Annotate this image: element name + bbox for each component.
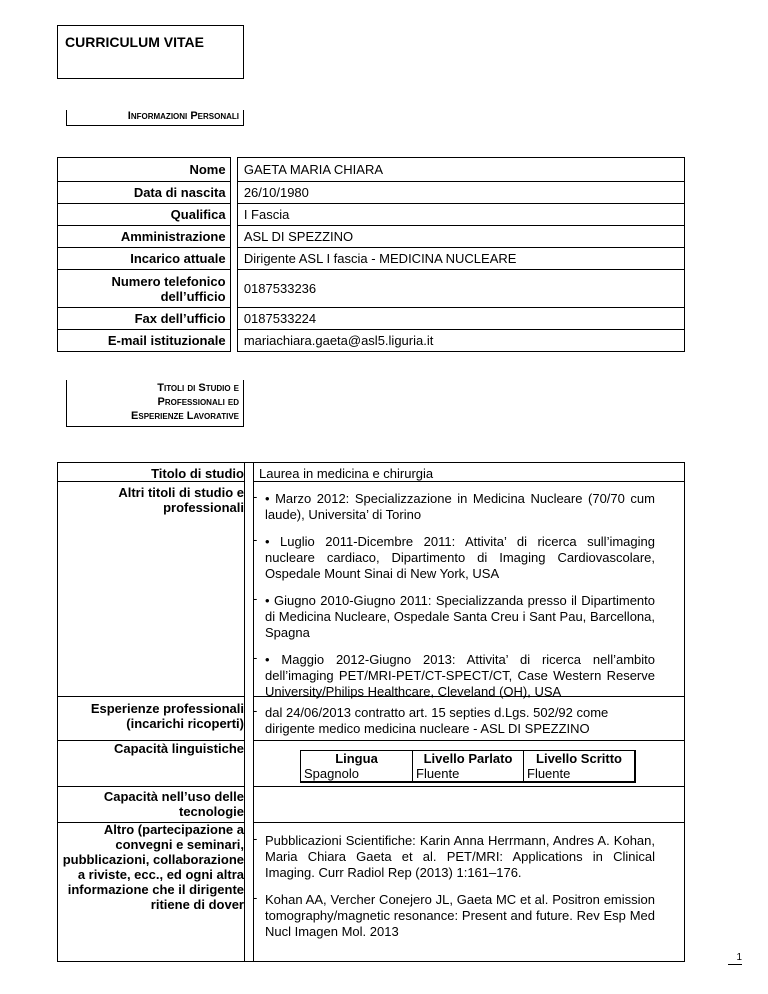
table-row bbox=[58, 308, 685, 330]
table-row bbox=[58, 226, 685, 248]
value-incarico: Dirigente ASL I fascia - MEDICINA NUCLEARE bbox=[237, 248, 684, 270]
label-altro: Altro (partecipazione a convegni e seminari, pubblicazioni, collaborazione a riviste, ecc., ed ogni altra informazione che il dirigente ritiene di dover bbox=[62, 822, 244, 912]
table-row bbox=[58, 248, 685, 270]
table-row bbox=[58, 330, 685, 352]
value-qualifica: I Fascia bbox=[237, 204, 684, 226]
label-qualifica: Qualifica bbox=[58, 204, 231, 226]
section-header-personal: Informazioni Personali bbox=[66, 110, 244, 126]
col-header-scritto: Livello Scritto bbox=[536, 751, 622, 766]
label-titolo-studio: Titolo di studio bbox=[151, 466, 244, 481]
list-item: - • Maggio 2012-Giugno 2013: Attivita’ di ricerca nell’ambito dell’imaging PET/MRI-PET/CT-SPECT/CT, Case Western Reserve University/Philips Healthcare, Cleveland (OH), USA bbox=[253, 650, 655, 699]
label-esperienze: Esperienze professionali (incarichi ricoperti) bbox=[90, 701, 244, 731]
value-nome: GAETA MARIA CHIARA bbox=[237, 158, 684, 182]
list-item: - Kohan AA, Vercher Conejero JL, Gaeta MC et al. Positron emission tomography/magnetic resonance: Present and future. Rev Esp Med Nucl Imagen Mol. 2013 bbox=[253, 890, 655, 939]
label-data-nascita: Data di nascita bbox=[58, 182, 231, 204]
value-data-nascita: 26/10/1980 bbox=[237, 182, 684, 204]
value-amministrazione: ASL DI SPEZZINO bbox=[237, 226, 684, 248]
label-nome: Nome bbox=[58, 158, 231, 182]
table-row bbox=[301, 751, 636, 767]
page-number: 1 bbox=[736, 952, 742, 963]
list-item: - • Marzo 2012: Specializzazione in Medicina Nucleare (70/70 cum laude), Universita’ di Torino bbox=[253, 489, 655, 522]
cell-lingua: Spagnolo bbox=[301, 766, 413, 782]
personal-info-table bbox=[57, 157, 685, 352]
table-row bbox=[301, 766, 636, 782]
label-lingue: Capacità linguistiche bbox=[113, 741, 244, 756]
value-fax: 0187533224 bbox=[237, 308, 684, 330]
label-fax: Fax dell’ufficio bbox=[58, 308, 231, 330]
section-header-titles: Titoli di Studio e Professionali ed Esperienze Lavorative bbox=[66, 380, 244, 427]
list-item: - • Giugno 2010-Giugno 2011: Specializzanda presso il Dipartimento di Medicina Nucleare, Ospedale Santa Creu i Sant Pau, Barcellona, Spagna bbox=[253, 591, 655, 640]
cell-scritto: Fluente bbox=[527, 766, 571, 781]
label-email: E-mail istituzionale bbox=[58, 330, 231, 352]
cell-parlato: Fluente bbox=[413, 766, 524, 782]
label-amministrazione: Amministrazione bbox=[58, 226, 231, 248]
list-item: - • Luglio 2011-Dicembre 2011: Attivita’ di ricerca sull’imaging nucleare cardiaco, Dipartimento di Imaging Cardiovascolare, Ospedale Mount Sinai di New York, USA bbox=[253, 532, 655, 581]
table-row bbox=[58, 204, 685, 226]
col-header-parlato: Livello Parlato bbox=[413, 751, 524, 767]
label-altri-titoli: Altri titoli di studio e professionali bbox=[118, 485, 244, 515]
value-titolo-studio: Laurea in medicina e chirurgia bbox=[259, 466, 434, 481]
table-row bbox=[58, 158, 685, 182]
value-email: mariachiara.gaeta@asl5.liguria.it bbox=[237, 330, 684, 352]
col-header-lingua: Lingua bbox=[301, 751, 413, 767]
cv-title-box bbox=[57, 25, 244, 79]
label-telefono: Numero telefonico dell’ufficio bbox=[58, 270, 231, 308]
table-row bbox=[58, 182, 685, 204]
list-item: - Pubblicazioni Scientifiche: Karin Anna Herrmann, Andres A. Kohan, Maria Chiara Gaeta et al. PET/MRI: Applications in Clinical Imaging. Curr Radiol Rep (2013) 1:161–176. bbox=[253, 831, 655, 880]
table-row bbox=[58, 270, 685, 308]
list-item: - dal 24/06/2013 contratto art. 15 septies d.Lgs. 502/92 come dirigente medico medicina nucleare - ASL DI SPEZZINO bbox=[253, 703, 609, 736]
label-incarico: Incarico attuale bbox=[58, 248, 231, 270]
cv-title: CURRICULUM VITAE bbox=[65, 34, 204, 50]
value-telefono: 0187533236 bbox=[237, 270, 684, 308]
language-table bbox=[300, 750, 636, 783]
label-tecnologie: Capacità nell’uso delle tecnologie bbox=[103, 789, 244, 819]
